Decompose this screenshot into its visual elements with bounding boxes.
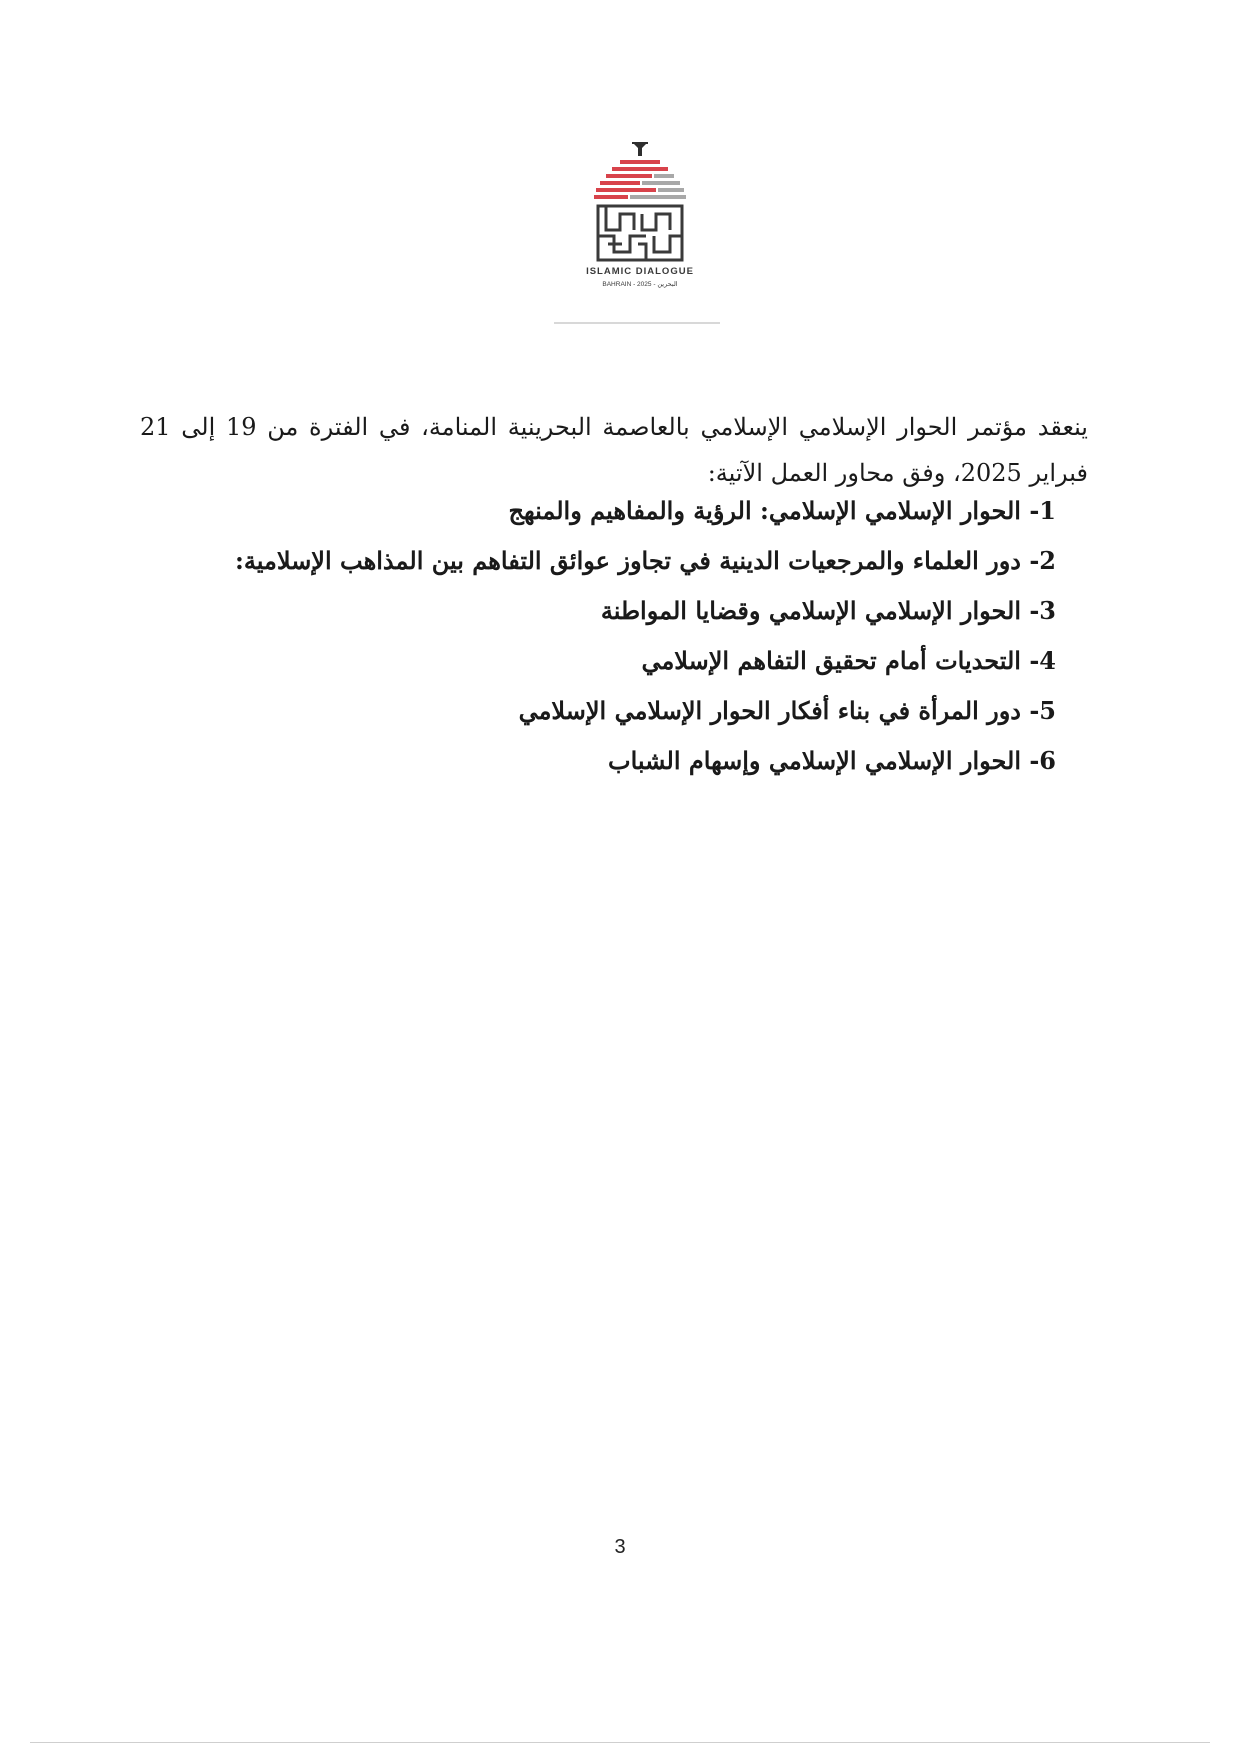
axis-item-5: 5- دور المرأة في بناء أفكار الحوار الإسلامي الإسلامي bbox=[518, 696, 1056, 725]
page-number: 3 bbox=[614, 1536, 626, 1558]
logo-subtitle: BAHRAIN - 2025 - البحرين bbox=[602, 281, 678, 288]
axis-item-2: 2- دور العلماء والمرجعيات الدينية في تجاوز عوائق التفاهم بين المذاهب الإسلامية: bbox=[235, 546, 1056, 575]
logo-divider bbox=[554, 322, 720, 324]
islamic-dialogue-logo-icon bbox=[550, 138, 730, 328]
conference-axes-list bbox=[200, 486, 1056, 786]
axis-item-3: 3- الحوار الإسلامي الإسلامي وقضايا المواطنة bbox=[600, 596, 1056, 625]
intro-paragraph: ينعقد مؤتمر الحوار الإسلامي الإسلامي بالعاصمة البحرينية المنامة، في الفترة من 19 إلى 21 فبراير 2025، وفق محاور العمل الآتية: bbox=[140, 413, 1088, 487]
logo-english-title: ISLAMIC DIALOGUE bbox=[586, 266, 694, 277]
axis-item-4: 4- التحديات أمام تحقيق التفاهم الإسلامي bbox=[641, 646, 1056, 675]
axis-item-1: 1- الحوار الإسلامي الإسلامي: الرؤية والمفاهيم والمنهج bbox=[508, 496, 1056, 525]
conference-logo bbox=[550, 138, 730, 328]
axis-item-6: 6- الحوار الإسلامي الإسلامي وإسهام الشباب bbox=[608, 746, 1056, 775]
bottom-rule bbox=[30, 1742, 1210, 1743]
